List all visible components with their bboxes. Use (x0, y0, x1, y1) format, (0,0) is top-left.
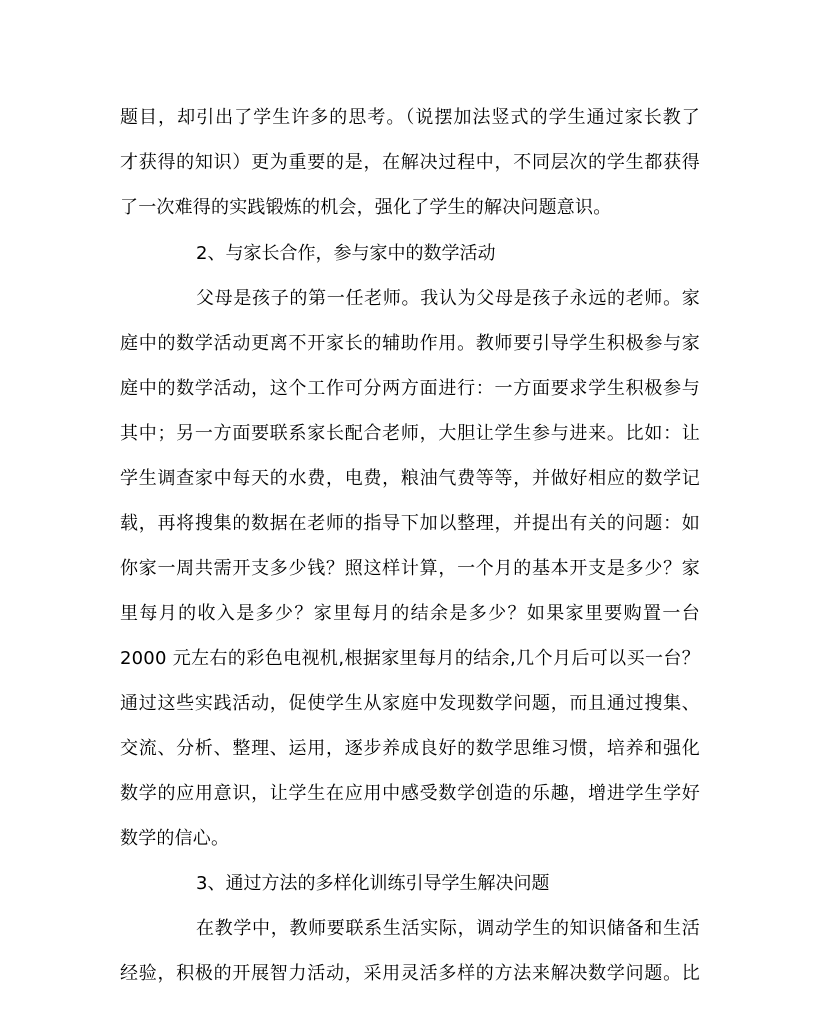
paragraph-line: 数学的信心。 (120, 828, 230, 849)
paragraph-line: 了一次难得的实践锻炼的机会，强化了学生的解决问题意识。 (120, 197, 612, 218)
paragraph-line: 庭中的数学活动，这个工作可分两方面进行：一方面要求学生积极参与 (120, 378, 700, 399)
paragraph-line: 里每月的收入是多少？家里每月的结余是多少？如果家里要购置一台 (120, 603, 700, 624)
paragraph-line: 交流、分析、整理、运用，逐步养成良好的数学思维习惯，培养和强化 (120, 738, 700, 759)
paragraph-line: 其中；另一方面要联系家长配合老师，大胆让学生参与进来。比如：让 (120, 423, 700, 444)
paragraph-line: 学生调查家中每天的水费，电费，粮油气费等等，并做好相应的数学记 (120, 468, 700, 489)
paragraph-line: 2000 元左右的彩色电视机,根据家里每月的结余,几个月后可以买一台？ (120, 648, 700, 669)
paragraph-line: 数学的应用意识，让学生在应用中感受数学创造的乐趣，增进学生学好 (120, 783, 700, 804)
paragraph-line: 通过这些实践活动，促使学生从家庭中发现数学问题，而且通过搜集、 (120, 693, 700, 714)
paragraph-line: 载，再将搜集的数据在老师的指导下加以整理，并提出有关的问题：如 (120, 513, 700, 534)
paragraph-line: 经验，积极的开展智力活动，采用灵活多样的方法来解决数学问题。比 (120, 963, 700, 984)
paragraph-line: 庭中的数学活动更离不开家长的辅助作用。教师要引导学生积极参与家 (120, 333, 700, 354)
paragraph-line: 才获得的知识）更为重要的是，在解决过程中，不同层次的学生都获得 (120, 152, 700, 173)
paragraph-line: 在教学中，教师要联系生活实际，调动学生的知识储备和生活 (196, 918, 700, 939)
section-heading-3: 3、通过方法的多样化训练引导学生解决问题 (196, 873, 550, 894)
section-heading-2: 2、与家长合作，参与家中的数学活动 (196, 243, 496, 264)
paragraph-line: 你家一周共需开支多少钱？照这样计算，一个月的基本开支是多少？家 (120, 558, 700, 579)
paragraph-line: 父母是孩子的第一任老师。我认为父母是孩子永远的老师。家 (196, 288, 700, 309)
paragraph-line: 题目，却引出了学生许多的思考。（说摆加法竖式的学生通过家长教了 (120, 107, 700, 128)
